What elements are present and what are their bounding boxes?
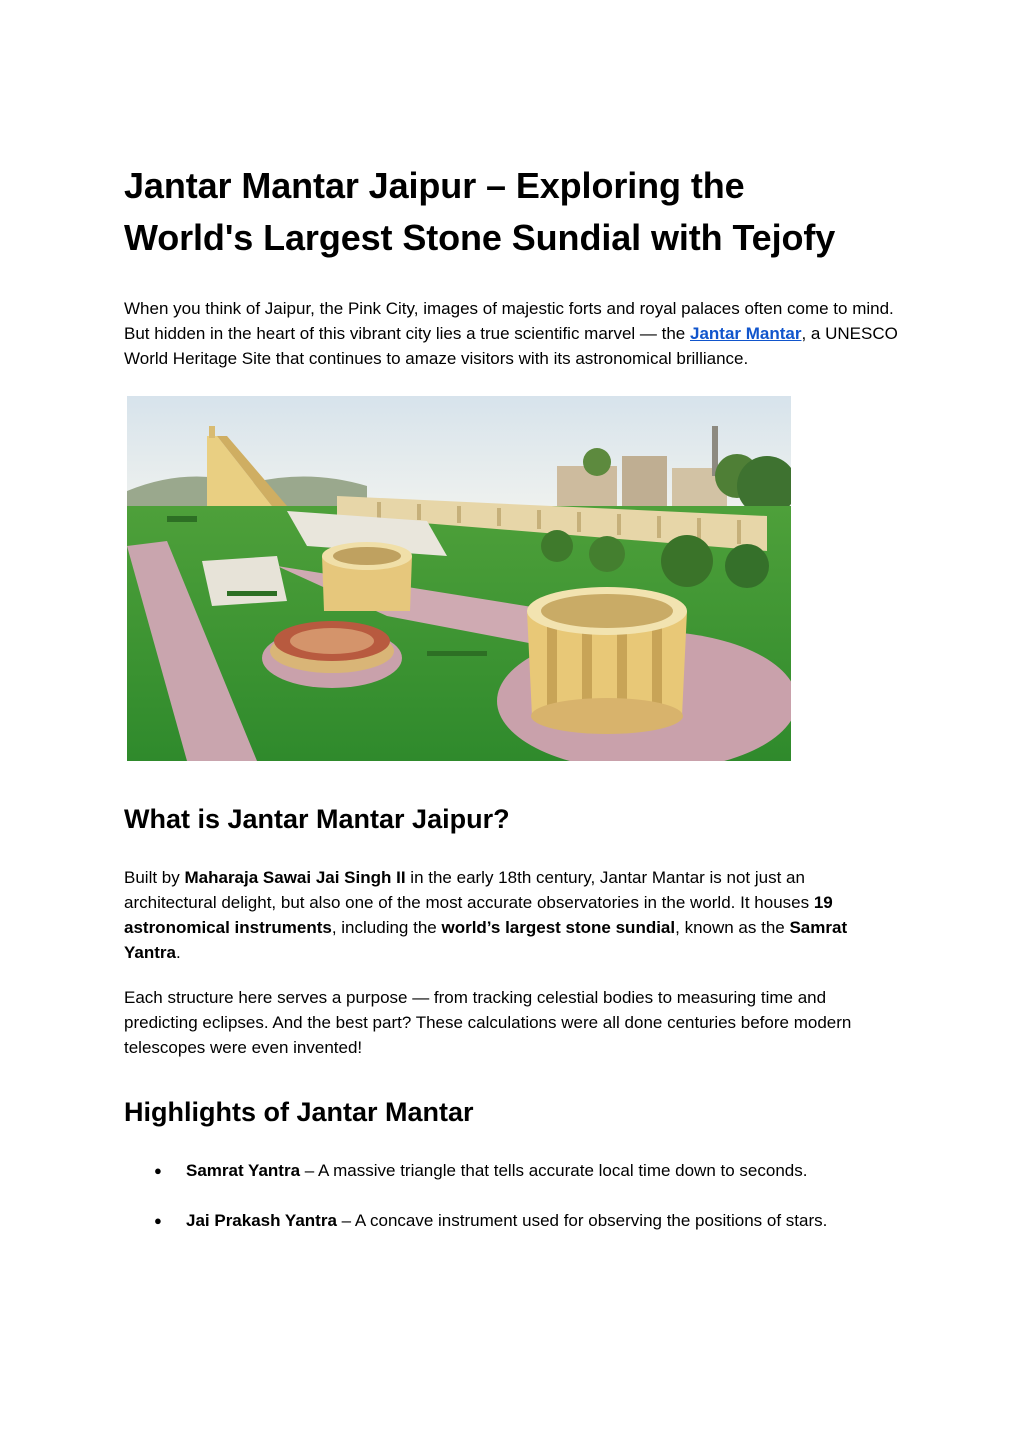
intro-text-1: When you think of Jaipur, the Pink City, images of majestic forts and royal palaces often come to mind. But hidden in the heart of this vibrant city lies a true scientific marvel — the — [124, 299, 894, 343]
jantar-mantar-link[interactable]: Jantar Mantar — [690, 324, 802, 343]
bullet-icon: ● — [154, 1213, 162, 1228]
section1-paragraph-1 — [124, 865, 900, 965]
document-title — [124, 160, 900, 264]
s1p1-text-3: , including the — [331, 918, 442, 937]
title-line-2: World's Largest Stone Sundial with Tejofy — [124, 217, 836, 258]
s1p1-bold-1: Maharaja Sawai Jai Singh II — [184, 868, 406, 887]
s1p1-text-1: Built by — [124, 868, 185, 887]
highlight-name: Samrat Yantra — [186, 1161, 301, 1180]
section1-paragraph-2: Each structure here serves a purpose — from tracking celestial bodies to measuring time and predicting eclipses. And the best part? These calculations were all done centuries before modern telescopes were even invented! — [124, 988, 852, 1057]
s1p1-bold-4: Samrat Yantra — [124, 918, 848, 962]
s1p1-text-4: , known as the — [675, 918, 790, 937]
highlight-desc: – A concave instrument used for observing the positions of stars. — [336, 1211, 828, 1230]
list-item — [124, 1158, 900, 1183]
highlight-desc: – A massive triangle that tells accurate local time down to seconds. — [300, 1161, 808, 1180]
bullet-icon: ● — [154, 1163, 162, 1178]
intro-paragraph — [124, 296, 900, 371]
intro-text-2: , a UNESCO World Heritage Site that continues to amaze visitors with its astronomical brilliance. — [124, 324, 898, 368]
title-line-1: Jantar Mantar Jaipur – Exploring the — [124, 165, 745, 206]
jantar-mantar-photo — [127, 396, 791, 761]
s1p1-text-5: . — [175, 943, 181, 962]
highlights-list — [124, 1158, 900, 1233]
document-body — [124, 160, 900, 1233]
s1p1-text-2: in the early 18th century, Jantar Mantar is not just an architectural delight, but also one of the most accurate observatories in the world. It houses — [124, 868, 814, 912]
section-heading-highlights: Highlights of Jantar Mantar — [124, 1097, 474, 1127]
section-heading-what-is: What is Jantar Mantar Jaipur? — [124, 804, 510, 834]
highlight-name: Jai Prakash Yantra — [186, 1211, 337, 1230]
list-item — [124, 1208, 900, 1233]
s1p1-bold-3: world’s largest stone sundial — [441, 918, 676, 937]
s1p1-bold-2: 19 astronomical instruments — [124, 893, 833, 937]
